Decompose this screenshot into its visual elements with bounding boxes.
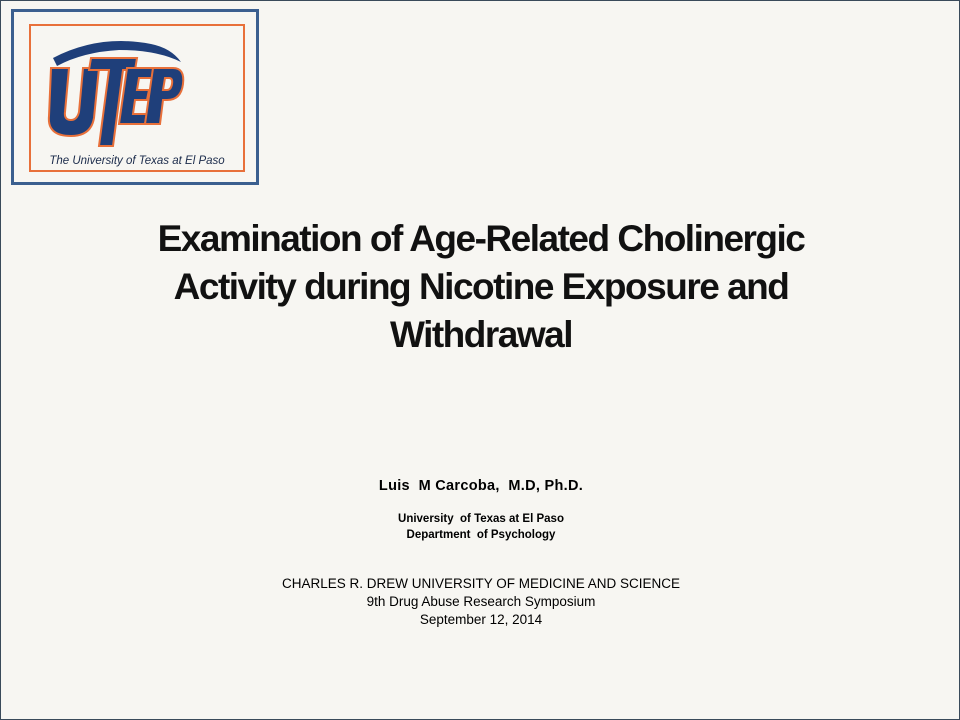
utep-logo-icon [39,28,189,148]
logo-frame [11,9,259,185]
affiliation-institution: University of Texas at El Paso [398,513,564,525]
logo-caption: The University of Texas at El Paso [49,155,225,167]
affiliation-department: Department of Psychology [406,529,556,541]
slide-title [61,215,901,359]
event-host: CHARLES R. DREW UNIVERSITY OF MEDICINE AND SCIENCE [281,576,681,591]
title-line-1: Examination of Age-Related Cholinergic [157,218,805,259]
event-date: September 12, 2014 [419,612,543,627]
logo-inner-border [29,24,245,172]
presenter-name: Luis M Carcoba, M.D, Ph.D. [378,478,584,494]
title-line-2: Activity during Nicotine Exposure and [173,266,789,307]
event-name: 9th Drug Abuse Research Symposium [366,594,596,609]
title-line-3: Withdrawal [389,314,572,355]
